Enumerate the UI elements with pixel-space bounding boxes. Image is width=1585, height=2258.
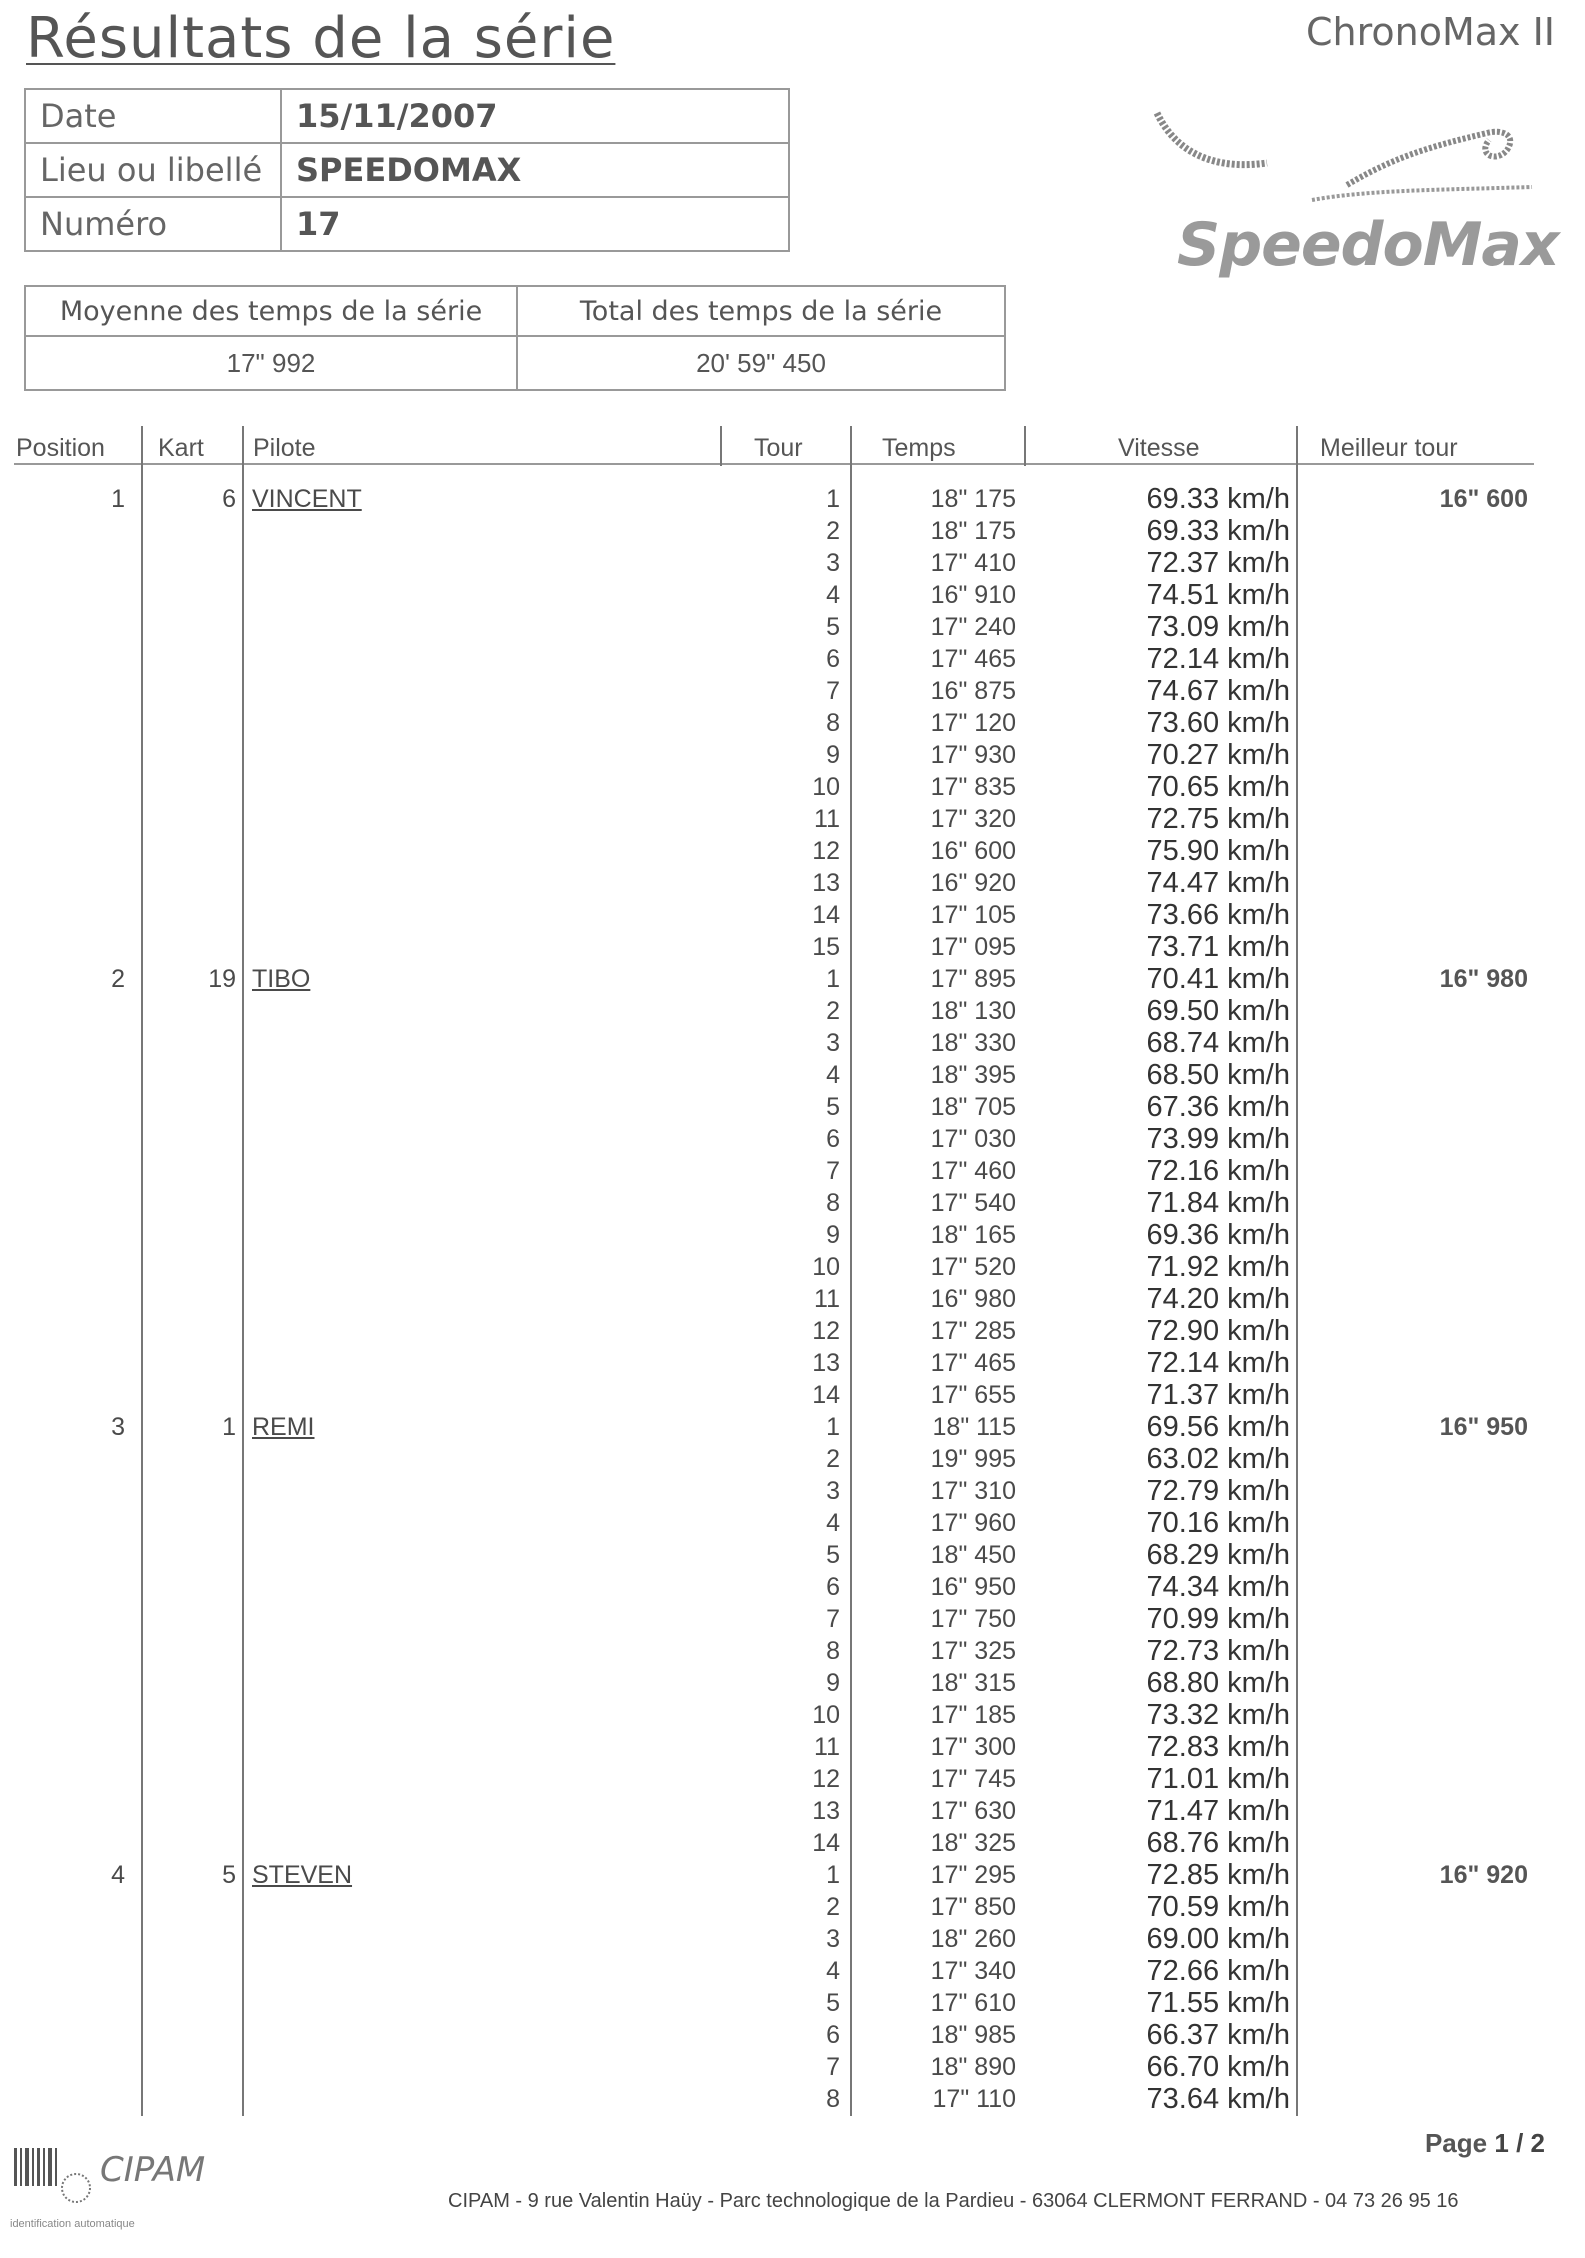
- info-row-date: [25, 89, 789, 143]
- lap-time: 17" 325: [930, 1637, 1016, 1665]
- lap-speed: 68.74 km/h: [1146, 1027, 1290, 1059]
- lap-speed: 74.51 km/h: [1146, 579, 1290, 611]
- lap-time: 18" 260: [930, 1925, 1016, 1953]
- lap-time: 17" 465: [930, 1349, 1016, 1377]
- lap-number: 9: [826, 741, 840, 769]
- lap-speed: 69.00 km/h: [1146, 1923, 1290, 1955]
- lap-time: 17" 895: [930, 965, 1016, 993]
- lap-time: 17" 960: [930, 1509, 1016, 1537]
- lap-time: 18" 985: [930, 2021, 1016, 2049]
- lap-speed: 72.75 km/h: [1146, 803, 1290, 835]
- lap-speed: 74.20 km/h: [1146, 1283, 1290, 1315]
- footer-address: CIPAM - 9 rue Valentin Haüy - Parc technologique de la Pardieu - 63064 CLERMONT FERRAND - 04 73 26 95 16: [448, 2190, 1459, 2212]
- lap-time: 17" 310: [930, 1477, 1016, 1505]
- lap-time: 16" 910: [930, 581, 1016, 609]
- info-label: Numéro: [25, 197, 281, 251]
- lap-number: 4: [826, 1509, 840, 1537]
- lap-speed: 72.73 km/h: [1146, 1635, 1290, 1667]
- driver-kart: 6: [222, 485, 236, 513]
- lap-speed: 69.33 km/h: [1146, 483, 1290, 515]
- lap-number: 10: [812, 773, 840, 801]
- lap-time: 18" 330: [930, 1029, 1016, 1057]
- driver-position: 2: [111, 965, 125, 993]
- lap-speed: 72.85 km/h: [1146, 1859, 1290, 1891]
- lap-speed: 72.66 km/h: [1146, 1955, 1290, 1987]
- lap-time: 17" 610: [930, 1989, 1016, 2017]
- lap-time: 17" 750: [930, 1605, 1016, 1633]
- lap-number: 3: [826, 1477, 840, 1505]
- speedomax-logo: [1137, 95, 1559, 295]
- col-header-temps: Temps: [882, 434, 956, 462]
- driver-kart: 1: [222, 1413, 236, 1441]
- info-value: 15/11/2007: [281, 89, 789, 143]
- driver-position: 1: [111, 485, 125, 513]
- lap-number: 4: [826, 1061, 840, 1089]
- lap-time: 18" 175: [930, 517, 1016, 545]
- lap-time: 18" 165: [930, 1221, 1016, 1249]
- lap-time: 18" 395: [930, 1061, 1016, 1089]
- lap-speed: 73.71 km/h: [1146, 931, 1290, 963]
- lap-time: 18" 890: [930, 2053, 1016, 2081]
- lap-number: 6: [826, 1125, 840, 1153]
- col-header-pilote: Pilote: [253, 434, 316, 462]
- lap-time: 17" 120: [930, 709, 1016, 737]
- lap-time: 17" 465: [930, 645, 1016, 673]
- lap-number: 13: [812, 1349, 840, 1377]
- info-row-lieu: [25, 143, 789, 197]
- lap-number: 7: [826, 2053, 840, 2081]
- col-header-meilleur: Meilleur tour: [1320, 434, 1458, 462]
- driver-best-lap: 16" 950: [1439, 1413, 1528, 1441]
- info-row-numero: [25, 197, 789, 251]
- driver-best-lap: 16" 600: [1439, 485, 1528, 513]
- lap-number: 5: [826, 1541, 840, 1569]
- lap-speed: 73.09 km/h: [1146, 611, 1290, 643]
- lap-speed: 72.90 km/h: [1146, 1315, 1290, 1347]
- page-label: Page: [1424, 2128, 1488, 2158]
- lap-speed: 68.29 km/h: [1146, 1539, 1290, 1571]
- lap-number: 1: [826, 965, 840, 993]
- lap-speed: 72.16 km/h: [1146, 1155, 1290, 1187]
- lap-number: 5: [826, 1989, 840, 2017]
- cipam-tagline: identification automatique: [10, 2218, 135, 2230]
- lap-speed: 70.99 km/h: [1146, 1603, 1290, 1635]
- page-current: 1: [1494, 2128, 1509, 2158]
- lap-number: 5: [826, 1093, 840, 1121]
- lap-number: 10: [812, 1701, 840, 1729]
- lap-time: 16" 920: [930, 869, 1016, 897]
- lap-number: 1: [826, 1861, 840, 1889]
- lap-time: 17" 295: [930, 1861, 1016, 1889]
- lap-time: 17" 240: [930, 613, 1016, 641]
- lap-number: 1: [826, 485, 840, 513]
- lap-number: 7: [826, 677, 840, 705]
- driver-best-lap: 16" 980: [1439, 965, 1528, 993]
- driver-position: 4: [111, 1861, 125, 1889]
- lap-time: 18" 130: [930, 997, 1016, 1025]
- lap-number: 8: [826, 1189, 840, 1217]
- info-value: SPEEDOMAX: [281, 143, 789, 197]
- lap-number: 2: [826, 517, 840, 545]
- lap-speed: 66.37 km/h: [1146, 2019, 1290, 2051]
- lap-time: 17" 850: [930, 1893, 1016, 1921]
- avg-label: Moyenne des temps de la série: [25, 286, 517, 336]
- lap-speed: 73.32 km/h: [1146, 1699, 1290, 1731]
- lap-number: 12: [812, 1317, 840, 1345]
- lap-number: 12: [812, 837, 840, 865]
- driver-pilot: STEVEN: [252, 1861, 353, 1889]
- lap-number: 10: [812, 1253, 840, 1281]
- cipam-name: CIPAM: [100, 2150, 206, 2190]
- lap-time: 18" 450: [930, 1541, 1016, 1569]
- lap-speed: 74.34 km/h: [1146, 1571, 1290, 1603]
- lap-speed: 68.80 km/h: [1146, 1667, 1290, 1699]
- lap-number: 4: [826, 581, 840, 609]
- lap-speed: 72.37 km/h: [1146, 547, 1290, 579]
- page-title: Résultats de la série: [26, 6, 616, 71]
- lap-number: 11: [814, 805, 840, 833]
- lap-time: 17" 320: [930, 805, 1016, 833]
- lap-time: 19" 995: [930, 1445, 1016, 1473]
- lap-speed: 71.92 km/h: [1146, 1251, 1290, 1283]
- lap-number: 13: [812, 1797, 840, 1825]
- lap-speed: 70.27 km/h: [1146, 739, 1290, 771]
- col-header-vitesse: Vitesse: [1118, 434, 1200, 462]
- driver-pilot: VINCENT: [252, 485, 362, 513]
- lap-time: 17" 110: [932, 2085, 1016, 2113]
- lap-speed: 73.66 km/h: [1146, 899, 1290, 931]
- lap-number: 7: [826, 1605, 840, 1633]
- column-divider: [242, 426, 244, 2116]
- lap-time: 17" 745: [930, 1765, 1016, 1793]
- total-label: Total des temps de la série: [517, 286, 1005, 336]
- lap-time: 17" 655: [930, 1381, 1016, 1409]
- lap-number: 2: [826, 1445, 840, 1473]
- lap-number: 13: [812, 869, 840, 897]
- lap-speed: 72.14 km/h: [1146, 1347, 1290, 1379]
- lap-time: 18" 175: [930, 485, 1016, 513]
- lap-speed: 69.50 km/h: [1146, 995, 1290, 1027]
- col-header-tour: Tour: [754, 434, 803, 462]
- lap-number: 3: [826, 1029, 840, 1057]
- lap-number: 8: [826, 709, 840, 737]
- lap-speed: 63.02 km/h: [1146, 1443, 1290, 1475]
- lap-number: 2: [826, 997, 840, 1025]
- brand-name: ChronoMax II: [1305, 10, 1555, 54]
- col-header-kart: Kart: [158, 434, 204, 462]
- lap-number: 2: [826, 1893, 840, 1921]
- lap-time: 17" 540: [930, 1189, 1016, 1217]
- lap-number: 14: [812, 901, 840, 929]
- lap-speed: 74.67 km/h: [1146, 675, 1290, 707]
- lap-number: 6: [826, 1573, 840, 1601]
- lap-time: 16" 600: [930, 837, 1016, 865]
- lap-speed: 70.65 km/h: [1146, 771, 1290, 803]
- lap-time: 16" 980: [930, 1285, 1016, 1313]
- lap-time: 17" 285: [930, 1317, 1016, 1345]
- lap-speed: 70.16 km/h: [1146, 1507, 1290, 1539]
- lap-time: 16" 875: [930, 677, 1016, 705]
- lap-number: 3: [826, 549, 840, 577]
- info-table: [24, 88, 790, 252]
- lap-speed: 69.33 km/h: [1146, 515, 1290, 547]
- info-label: Date: [25, 89, 281, 143]
- lap-number: 14: [812, 1381, 840, 1409]
- lap-time: 17" 630: [930, 1797, 1016, 1825]
- column-divider: [1296, 426, 1298, 2116]
- info-label: Lieu ou libellé: [25, 143, 281, 197]
- lap-speed: 71.84 km/h: [1146, 1187, 1290, 1219]
- lap-speed: 72.83 km/h: [1146, 1731, 1290, 1763]
- column-divider: [141, 426, 143, 2116]
- lap-number: 12: [812, 1765, 840, 1793]
- lap-speed: 73.64 km/h: [1146, 2083, 1290, 2115]
- page-separator: /: [1516, 2128, 1524, 2158]
- column-divider: [1024, 426, 1026, 466]
- lap-speed: 69.36 km/h: [1146, 1219, 1290, 1251]
- lap-number: 6: [826, 645, 840, 673]
- lap-speed: 70.41 km/h: [1146, 963, 1290, 995]
- lap-speed: 72.79 km/h: [1146, 1475, 1290, 1507]
- lap-time: 17" 105: [930, 901, 1016, 929]
- driver-kart: 19: [208, 965, 236, 993]
- col-header-position: Position: [16, 434, 105, 462]
- driver-pilot: TIBO: [252, 965, 311, 993]
- page-total: 2: [1530, 2128, 1545, 2158]
- info-value: 17: [281, 197, 789, 251]
- lap-speed: 71.01 km/h: [1146, 1763, 1290, 1795]
- lap-number: 4: [826, 1957, 840, 1985]
- lap-speed: 73.99 km/h: [1146, 1123, 1290, 1155]
- lap-time: 17" 340: [930, 1957, 1016, 1985]
- lap-number: 5: [826, 613, 840, 641]
- lap-speed: 72.14 km/h: [1146, 643, 1290, 675]
- driver-kart: 5: [222, 1861, 236, 1889]
- driver-best-lap: 16" 920: [1439, 1861, 1528, 1889]
- lap-time: 16" 950: [930, 1573, 1016, 1601]
- lap-speed: 71.55 km/h: [1146, 1987, 1290, 2019]
- driver-position: 3: [111, 1413, 125, 1441]
- lap-time: 17" 460: [930, 1157, 1016, 1185]
- lap-number: 8: [826, 2085, 840, 2113]
- lap-speed: 69.56 km/h: [1146, 1411, 1290, 1443]
- lap-speed: 67.36 km/h: [1146, 1091, 1290, 1123]
- lap-speed: 73.60 km/h: [1146, 707, 1290, 739]
- lap-time: 17" 185: [930, 1701, 1016, 1729]
- summary-table: [24, 285, 1006, 391]
- lap-number: 3: [826, 1925, 840, 1953]
- lap-speed: 71.37 km/h: [1146, 1379, 1290, 1411]
- total-value: 20' 59" 450: [517, 336, 1005, 390]
- lap-time: 18" 325: [930, 1829, 1016, 1857]
- lap-time: 17" 410: [930, 549, 1016, 577]
- lap-time: 17" 030: [930, 1125, 1016, 1153]
- lap-speed: 75.90 km/h: [1146, 835, 1290, 867]
- lap-number: 7: [826, 1157, 840, 1185]
- lap-speed: 70.59 km/h: [1146, 1891, 1290, 1923]
- lap-time: 18" 315: [930, 1669, 1016, 1697]
- lap-time: 17" 835: [930, 773, 1016, 801]
- lap-number: 1: [826, 1413, 840, 1441]
- lap-time: 18" 705: [930, 1093, 1016, 1121]
- column-divider: [720, 426, 722, 466]
- lap-time: 17" 095: [930, 933, 1016, 961]
- logo-text: SpeedoMax: [1177, 210, 1559, 280]
- lap-time: 17" 520: [930, 1253, 1016, 1281]
- lap-speed: 74.47 km/h: [1146, 867, 1290, 899]
- lap-number: 8: [826, 1637, 840, 1665]
- lap-speed: 68.76 km/h: [1146, 1827, 1290, 1859]
- lap-number: 11: [814, 1733, 840, 1761]
- lap-time: 18" 115: [932, 1413, 1016, 1441]
- lap-speed: 71.47 km/h: [1146, 1795, 1290, 1827]
- lap-number: 9: [826, 1669, 840, 1697]
- lap-time: 17" 930: [930, 741, 1016, 769]
- lap-number: 14: [812, 1829, 840, 1857]
- lap-number: 6: [826, 2021, 840, 2049]
- cipam-logo: [10, 2140, 210, 2240]
- barcode-icon: [10, 2140, 100, 2210]
- column-divider: [850, 426, 852, 2116]
- lap-number: 11: [814, 1285, 840, 1313]
- lap-time: 17" 300: [930, 1733, 1016, 1761]
- lap-number: 15: [812, 933, 840, 961]
- page-indicator: [1425, 2128, 1545, 2159]
- lap-speed: 68.50 km/h: [1146, 1059, 1290, 1091]
- driver-pilot: REMI: [252, 1413, 315, 1441]
- lap-number: 9: [826, 1221, 840, 1249]
- avg-value: 17" 992: [25, 336, 517, 390]
- lap-speed: 66.70 km/h: [1146, 2051, 1290, 2083]
